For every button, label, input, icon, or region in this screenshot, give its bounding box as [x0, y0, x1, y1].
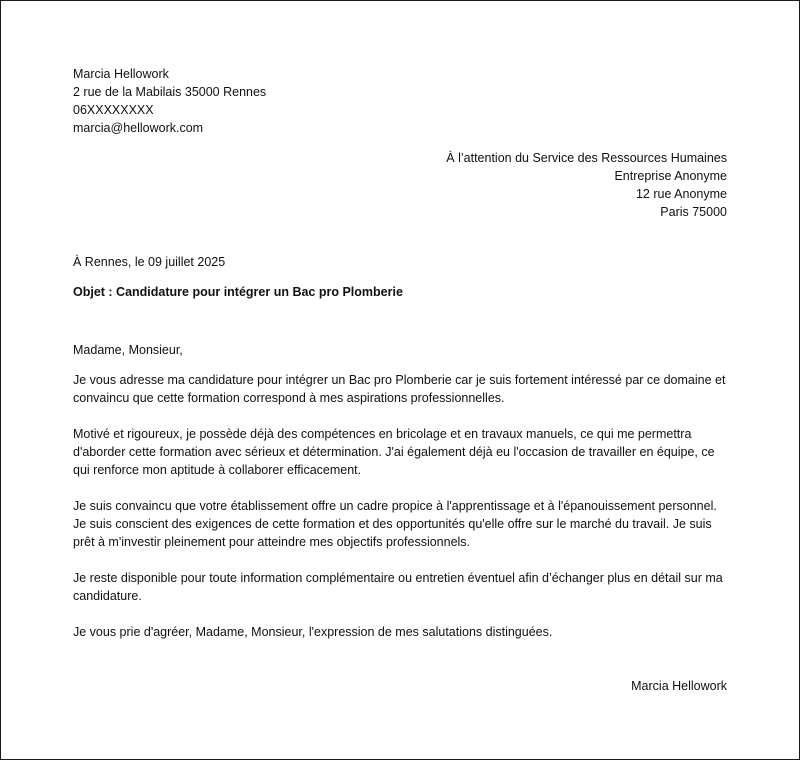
sender-block — [73, 65, 727, 137]
recipient-block — [73, 149, 727, 221]
letter-paragraph-4: Je reste disponible pour toute information complémentaire ou entretien éventuel afin d’échanger plus en détail sur ma candidature. — [73, 571, 723, 603]
recipient-company: Entreprise Anonyme — [614, 169, 727, 183]
letter-salutation: Madame, Monsieur, — [73, 343, 183, 357]
sender-phone: 06XXXXXXXX — [73, 103, 154, 117]
letter-subject: Objet : Candidature pour intégrer un Bac pro Plomberie — [73, 285, 403, 299]
letter-signature: Marcia Hellowork — [631, 679, 727, 693]
letter-date: À Rennes, le 09 juillet 2025 — [73, 255, 226, 269]
recipient-street: 12 rue Anonyme — [635, 187, 727, 201]
letter-closing: Je vous prie d'agréer, Madame, Monsieur, l'expression de mes salutations distinguées. — [73, 625, 553, 639]
sender-name: Marcia Hellowork — [73, 67, 169, 81]
sender-email: marcia@hellowork.com — [73, 121, 204, 135]
recipient-city: Paris 75000 — [660, 205, 727, 219]
recipient-attention: À l’attention du Service des Ressources Humaines — [446, 151, 727, 165]
letter-paragraph-3: Je suis convaincu que votre établissement offre un cadre propice à l'apprentissage et à l'épanouissement personnel. Je suis conscient des exigences de cette formation et des opportunités qu'elle offre sur le marché du travail. Je suis prêt à m'investir pleinement pour atteindre mes objectifs professionnels. — [73, 499, 717, 549]
letter-content — [73, 65, 727, 695]
letter-paragraph-1: Je vous adresse ma candidature pour intégrer un Bac pro Plomberie car je suis fortement intéressé par ce domaine et convaincu que cette formation correspond à mes aspirations professionnelles. — [73, 373, 726, 405]
sender-address: 2 rue de la Mabilais 35000 Rennes — [73, 85, 267, 99]
letter-paragraph-2: Motivé et rigoureux, je possède déjà des compétences en bricolage et en travaux manuels, ce qui me permettra d'aborder cette formation avec sérieux et détermination. J'ai également déjà eu l'occasion de travailler en équipe, ce qui renforce mon aptitude à collaborer efficacement. — [73, 427, 715, 477]
